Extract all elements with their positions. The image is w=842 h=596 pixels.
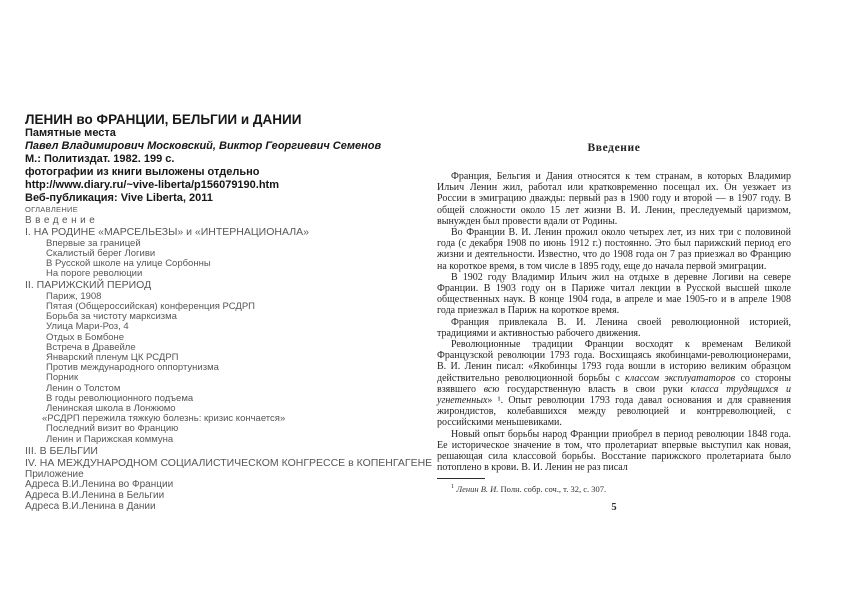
toc-item: На пороге революции (46, 268, 143, 280)
book-page (437, 142, 791, 513)
toc-item: Адреса В.И.Ленина в Бельгии (25, 490, 165, 502)
chapter-title: Введение (587, 142, 641, 154)
toc-item: Приложение (25, 468, 84, 480)
page-number: 5 (611, 502, 617, 514)
toc-item: Встреча в Дравейле (46, 341, 136, 353)
toc-item: Париж, 1908 (46, 290, 102, 302)
book-imprint: М.: Политиздат. 1982. 199 с. (25, 153, 175, 165)
toc-item: Адреса В.И.Ленина в Дании (25, 500, 156, 512)
page-body (437, 171, 791, 473)
paragraph: В 1902 году Владимир Ильич жил на отдыхе в деревне Логиви на севере Франции. В 1903 году он в Париже читал лекции в Русской высшей школе общественных наук. В конце 1904 года, в апреле и мае 1905-го и в апреле 1908 года приезжал в Париж на короткое время. (437, 271, 791, 317)
book-authors: Павел Владимирович Московский, Виктор Георгиевич Семенов (25, 140, 382, 152)
footnote: $^1$ Ленин В. И. Полн. собр. соч., т. 32, с. 307. (451, 483, 607, 495)
photos-note: фотографии из книги выложены отдельно (25, 166, 260, 178)
toc-list (25, 215, 432, 512)
paragraph: Новый опыт борьбы народ Франции приобрел в период революции 1848 года. Ее историческое значение в том, что пролетариат впервые выступил как новая, решающая сила классовой борьбы. Восстание парижского пролетариата было потоплено в крови. В. И. Ленин не раз писал (437, 428, 791, 474)
book-subtitle: Памятные места (25, 127, 116, 139)
source-url: http://www.diary.ru/~vive-liberta/p156079190.htm (25, 179, 280, 191)
toc-item: Борьба за чистоту марксизма (46, 311, 177, 323)
toc-item: Ленин о Толстом (46, 382, 121, 394)
toc-item: Впервые за границей (46, 237, 141, 249)
toc-item: В Русской школе на улице Сорбонны (46, 257, 211, 269)
toc-item: Адреса В.И.Ленина во Франции (25, 479, 174, 491)
paragraph: Во Франции В. И. Ленин прожил около четырех лет, из них три с половиной года (с декабря 1908 по июнь 1912 г.) постоянно. Это был парижский период его жизни и деятельности. Известно, что до 1908 года он 7 раз приезжал во Францию на короткое время, в том числе в 1895 году, еще до начала первой эмиграции. (437, 227, 791, 272)
toc-item: Скалистый берег Логиви (46, 247, 156, 259)
toc-item: I. НА РОДИНЕ «МАРСЕЛЬЕЗЫ» и «ИНТЕРНАЦИОНАЛА» (25, 226, 309, 238)
toc-item: IV. НА МЕЖДУНАРОДНОМ СОЦИАЛИСТИЧЕСКОМ КОНГРЕССЕ в КОПЕНГАГЕНЕ (25, 457, 433, 470)
toc-item: «РСДРП пережила тяжкую болезнь: кризис кончается» (42, 413, 286, 425)
toc-item: Январский пленум ЦК РСДРП (46, 352, 179, 364)
toc-item: Против международного оппортунизма (46, 362, 219, 374)
toc-item: Ленин и Парижская коммуна (46, 433, 174, 445)
table-of-contents (25, 205, 432, 512)
footnote-divider (437, 478, 485, 479)
toc-item: II. ПАРИЖСКИЙ ПЕРИОД (25, 279, 152, 292)
book-title: ЛЕНИН во ФРАНЦИИ, БЕЛЬГИИ и ДАНИИ (25, 112, 302, 127)
toc-item: Порник (46, 372, 79, 384)
web-publication: Веб-публикация: Vive Liberta, 2011 (25, 192, 213, 204)
toc-item: Введение (25, 215, 99, 226)
toc-item: III. В БЕЛЬГИИ (25, 444, 98, 457)
toc-item: Отдых в Бомбоне (46, 331, 125, 343)
toc-caption: ОГЛАВЛЕНИЕ (25, 205, 79, 214)
book-header (25, 112, 381, 205)
toc-item: Улица Мари-Роз, 4 (46, 321, 129, 333)
toc-item: Пятая (Общероссийская) конференция РСДРП (46, 301, 256, 313)
paragraph: Франция привлекала В. И. Ленина своей революционной историей, традициями и активностью рабочего движения. (437, 316, 791, 339)
footnote-marker: 1 (451, 483, 455, 491)
paragraph: Революционные традиции Франции восходят к временам Великой Французской революции 1793 года. Восхищаясь якобинцами-революционерами, В. И. Ленин писал: «Якобинцы 1793 года вошли в историю великим образцом действительно революционной борьбы с классом эксплуататоров со стороны взявшего всю государственную власть в свои руки класса трудящихся и угнетенных» ¹. Опыт революции 1793 года давал основания и для сравнения жирондистов, колебавшихся между революцией и контрреволюцией, с российскими меньшевиками. (437, 339, 791, 429)
paragraph: Франция, Бельгия и Дания относятся к тем странам, в которых Владимир Ильич Ленин жил, работал или кратковременно посещал их. Он уезжает из России в эмиграцию дважды: первый раз в 1900 году и второй — в 1907 году. В общей сложности около 15 лет жизни В. И. Ленин, преследуемый царизмом, вынужден был провести вдали от Родины. (437, 171, 791, 227)
toc-item: Ленинская школа в Лонжюмо (46, 403, 176, 415)
toc-item: Последний визит во Францию (46, 423, 179, 435)
toc-item: В годы революционного подъема (46, 392, 194, 404)
